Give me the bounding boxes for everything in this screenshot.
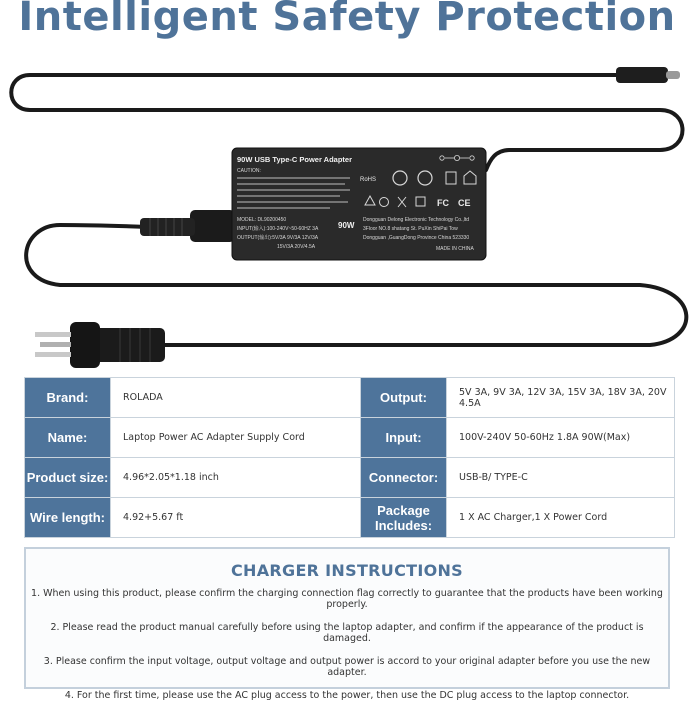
fc-mark: FC	[437, 198, 449, 208]
spec-value: Laptop Power AC Adapter Supply Cord	[111, 418, 361, 458]
instruction-item: 4. For the first time, please use the AC plug access to the power, then use the DC plug access to the laptop connector.	[64, 690, 630, 701]
table-row	[25, 498, 675, 538]
spec-key: Brand:	[25, 378, 111, 418]
table-row	[25, 458, 675, 498]
adapter-output-1: OUTPUT(输出):5V/3A 9V/3A 12V/3A	[237, 235, 319, 241]
spec-key: Wire length:	[25, 498, 111, 538]
usb-c-plug-icon	[616, 67, 680, 83]
instruction-item: 3. Please confirm the input voltage, output voltage and output power is accord to your original adapter before you use the new adapter.	[43, 656, 651, 678]
spec-value: 1 X AC Charger,1 X Power Cord	[447, 498, 675, 538]
adapter-wattage: 90W	[338, 221, 355, 230]
spec-key: Package Includes:	[361, 498, 447, 538]
instructions-heading: CHARGER INSTRUCTIONS	[230, 561, 463, 580]
spec-table	[24, 377, 675, 538]
spec-value: 4.92+5.67 ft	[111, 498, 361, 538]
maker-line-1: Dongguan Delong Electronic Technology Co.,ltd	[363, 217, 470, 223]
spec-key: Input:	[361, 418, 447, 458]
ac-connector-icon	[140, 210, 235, 242]
spec-key: Name:	[25, 418, 111, 458]
adapter-brick	[232, 148, 486, 260]
spec-key: Output:	[361, 378, 447, 418]
spec-key: Product size:	[25, 458, 111, 498]
adapter-name: 90W USB Type-C Power Adapter	[237, 155, 353, 164]
maker-line-3: Dongguan ,GuangDong Province China 523330	[363, 235, 470, 241]
instruction-item: 2. Please read the product manual carefully before using the laptop adapter, and confirm if the appearance of the product is damaged.	[50, 622, 644, 644]
adapter-model: MODEL: DL90200450	[237, 217, 287, 223]
spec-value: 100V-240V 50-60Hz 1.8A 90W(Max)	[447, 418, 675, 458]
table-row	[25, 378, 675, 418]
adapter-input: INPUT(输入):100-240V~50-60HZ 3A	[237, 226, 319, 232]
wall-plug-icon	[35, 322, 165, 368]
caution-label: CAUTION:	[237, 168, 261, 174]
made-in-label: MADE IN CHINA	[436, 246, 474, 252]
table-row	[25, 418, 675, 458]
page-title: Intelligent Safety Protection	[18, 0, 676, 40]
spec-value: 5V 3A, 9V 3A, 12V 3A, 15V 3A, 18V 3A, 20V 4.5A	[447, 378, 675, 418]
rohs-mark: RoHS	[360, 177, 377, 183]
adapter-product-image	[0, 50, 694, 370]
maker-line-2: 3Floor NO.8 shatang St. PuXin ShiPai Tow	[363, 226, 458, 232]
spec-value: 4.96*2.05*1.18 inch	[111, 458, 361, 498]
instruction-item: 1. When using this product, please confirm the charging connection flag correctly to guarantee that the products have been working properly.	[31, 588, 663, 610]
adapter-output-2: 15V/3A 20V/4.5A	[277, 244, 316, 250]
spec-value: ROLADA	[111, 378, 361, 418]
spec-value: USB-B/ TYPE-C	[447, 458, 675, 498]
spec-key: Connector:	[361, 458, 447, 498]
charger-instructions	[24, 547, 670, 701]
ce-mark: CE	[458, 198, 471, 208]
